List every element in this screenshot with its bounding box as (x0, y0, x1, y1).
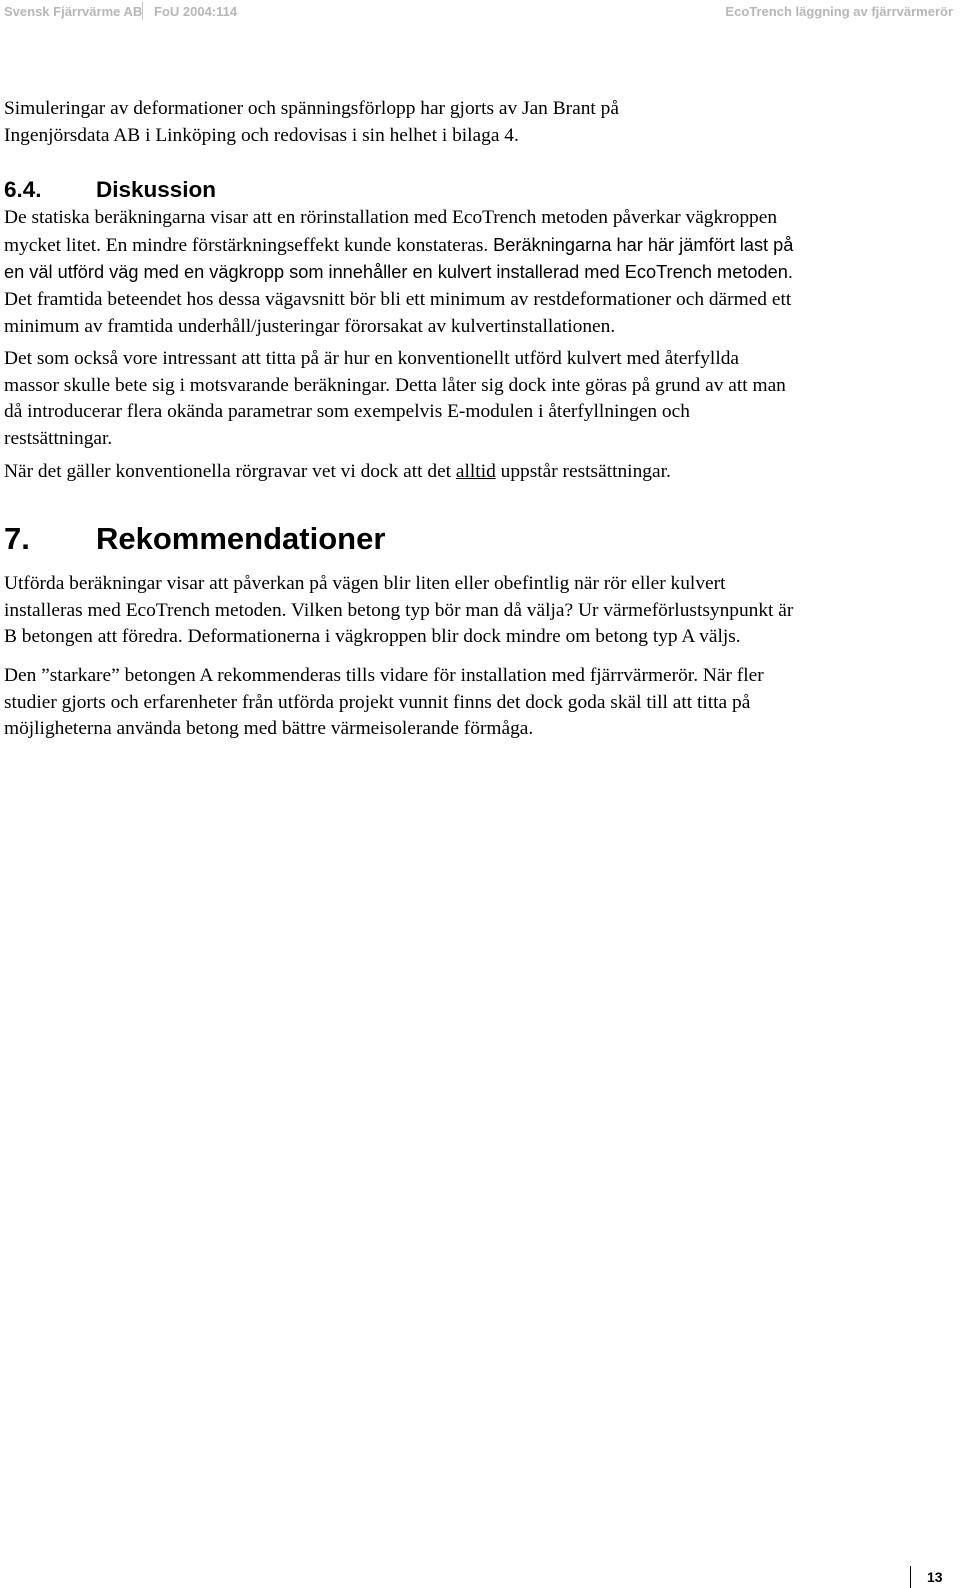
underlined-word: alltid (455, 460, 496, 482)
discussion-text-sans: Beräkningarna har här jämfört last på en väl utförd väg med en vägkropp som innehåller en kulvert installerad med EcoTrench metoden. (4, 234, 794, 283)
section-heading-discussion (4, 175, 794, 205)
header-separator (142, 2, 143, 20)
section-title: Diskussion (96, 177, 217, 203)
discussion-text-after: uppstår restsättningar. (495, 460, 671, 482)
intro-line-1: Simuleringar av deformationer och spänningsförlopp har gjorts av Jan Brant på (4, 98, 619, 119)
discussion-text-before: När det gäller konventionella rörgravar vet vi dock att det (4, 460, 456, 482)
intro-line-2: Ingenjörsdata AB i Linköping och redovisas i sin helhet i bilaga 4. (4, 124, 519, 146)
page-header (0, 0, 960, 28)
discussion-paragraph-2: Det som också vore intressant att titta på är hur en konventionellt utförd kulvert med återfyllda massor skulle bete sig i motsvarande beräkningar. Detta låter sig dock inte göras på grund av att man då introducerar flera okända parametrar som exempelvis E-modulen i återfyllningen och restsättningar. (4, 348, 786, 449)
discussion-text-serif-2: Det framtida beteendet hos dessa vägavsnitt bör bli ett minimum av restdeformationer och därmed ett minimum av framtida underhåll/justeringar förorsakat av kulvertinstallationen. (4, 288, 792, 337)
intro-paragraph (4, 96, 794, 149)
discussion-paragraph-3 (4, 459, 794, 486)
header-document-title: EcoTrench läggning av fjärrvärmerör (725, 4, 953, 19)
header-report-id: FoU 2004:114 (154, 4, 238, 19)
document-body (4, 96, 794, 743)
recommendations-paragraph-1: Utförda beräkningar visar att påverkan på vägen blir liten eller obefintlig när rör eller kulvert installeras med EcoTrench metoden. Vilken betong typ bör man då välja? Ur värmeförlustsynpunkt är B betongen att föredra. Deformationerna i vägkroppen blir dock mindre om betong typ A väljs. (4, 573, 794, 648)
recommendations-paragraph-2: Den ”starkare” betongen A rekommenderas tills vidare för installation med fjärrvärmerör. När fler studier gjorts och erfarenheter från utförda projekt vunnit finns det dock goda skäl till att titta på möjligheterna använda betong med bättre värmeisolerande förmåga. (4, 664, 764, 740)
discussion-paragraph-1 (4, 205, 794, 340)
section-heading-recommendations (4, 519, 794, 559)
section-number: 6.4. (4, 177, 42, 203)
page-number: 13 (910, 1566, 943, 1588)
header-organization: Svensk Fjärrvärme AB (4, 4, 143, 19)
section-number: 7. (4, 521, 30, 557)
discussion-text-serif-1: De statiska beräkningarna visar att en rörinstallation med EcoTrench metoden påverkar vägkroppen mycket litet. En mindre förstärkningseffekt kunde konstateras. (4, 207, 778, 256)
section-title: Rekommendationer (96, 521, 386, 557)
